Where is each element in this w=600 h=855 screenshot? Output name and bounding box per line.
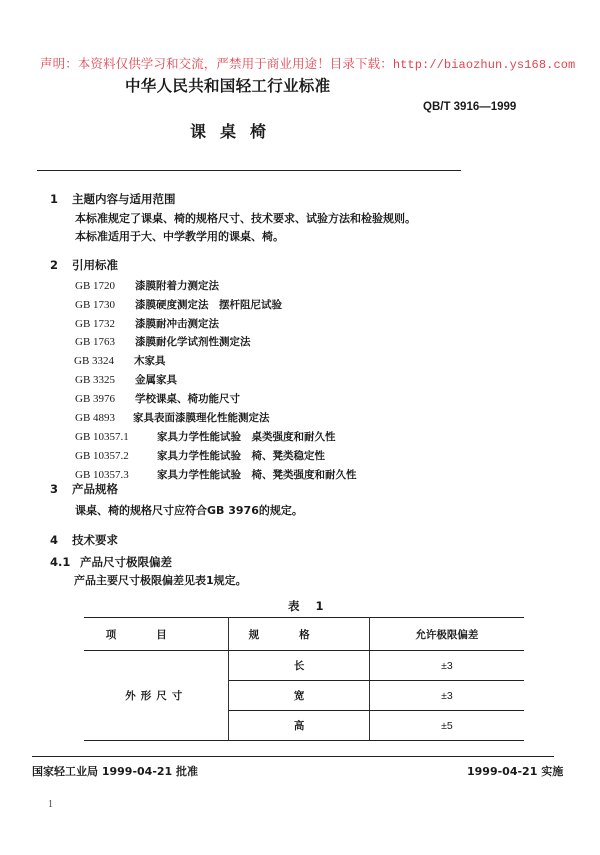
section-4-1-paragraph: 产品主要尺寸极限偏差见表1规定。: [74, 574, 247, 587]
spec-cell: 宽: [229, 681, 369, 711]
reference-item: GB 3325 金属家具: [75, 374, 177, 386]
table-caption: 表 1: [288, 599, 330, 613]
section-2-heading: 2 引用标准: [50, 258, 118, 272]
document-title: 课桌椅: [190, 122, 281, 141]
tolerance-cell: ±5: [369, 711, 524, 741]
tolerance-table: [84, 617, 524, 741]
spec-cell: 长: [229, 651, 369, 681]
reference-item: GB 3976 学校课桌、椅功能尺寸: [75, 393, 240, 405]
reference-item: GB 3324 木家具: [74, 355, 166, 367]
reference-item: GB 1732 漆膜耐冲击测定法: [75, 318, 219, 330]
tolerance-cell: ±3: [369, 681, 524, 711]
section-1-paragraph-2: 本标准适用于大、中学教学用的课桌、椅。: [75, 230, 284, 243]
section-1-paragraph-1: 本标准规定了课桌、椅的规格尺寸、技术要求、试验方法和检验规则。: [75, 212, 416, 225]
spec-cell: 高: [229, 711, 369, 741]
reference-item: GB 10357.1 家具力学性能试验 桌类强度和耐久性: [75, 431, 336, 443]
header-rule: [37, 170, 461, 171]
tolerance-cell: ±3: [369, 651, 524, 681]
section-4-heading: 4 技术要求: [50, 533, 118, 547]
table-row: [84, 651, 524, 681]
header-item: 项目: [84, 618, 229, 651]
industry-standard-label: 中华人民共和国轻工行业标准: [125, 77, 331, 95]
footer-rule: [32, 756, 554, 757]
section-3-paragraph: 课桌、椅的规格尺寸应符合GB 3976的规定。: [75, 504, 303, 517]
section-4-1-heading: 4.1 产品尺寸极限偏差: [50, 555, 172, 569]
notice-text: 声明：本资料仅供学习和交流，严禁用于商业用途！目录下载：: [40, 56, 393, 71]
approval-text: 国家轻工业局 1999-04-21 批准: [32, 765, 199, 778]
table-header-row: [84, 618, 524, 651]
standard-code: QB/T 3916—1999: [423, 101, 517, 113]
reference-item: GB 1763 漆膜耐化学试剂性测定法: [75, 336, 251, 348]
reference-item: GB 1730 漆膜硬度测定法 摆杆阻尼试验: [75, 299, 282, 311]
copyright-notice: [40, 54, 575, 72]
section-1-heading: 1 主题内容与适用范围: [50, 192, 176, 206]
reference-item: GB 10357.2 家具力学性能试验 椅、凳类稳定性: [75, 450, 325, 462]
header-spec: 规格: [229, 618, 369, 651]
page-number: 1: [48, 799, 53, 810]
reference-item: GB 1720 漆膜附着力测定法: [75, 280, 219, 292]
implementation-text: 1999-04-21 实施: [467, 765, 564, 778]
header-tolerance: 允许极限偏差: [369, 618, 524, 651]
section-3-heading: 3 产品规格: [50, 482, 118, 496]
notice-url[interactable]: http://biaozhun.ys168.com: [392, 58, 576, 72]
reference-item: GB 4893 家具表面漆膜理化性能测定法: [75, 412, 270, 424]
group-label: 外形尺寸: [84, 651, 229, 741]
reference-item: GB 10357.3 家具力学性能试验 椅、凳类强度和耐久性: [75, 469, 357, 481]
